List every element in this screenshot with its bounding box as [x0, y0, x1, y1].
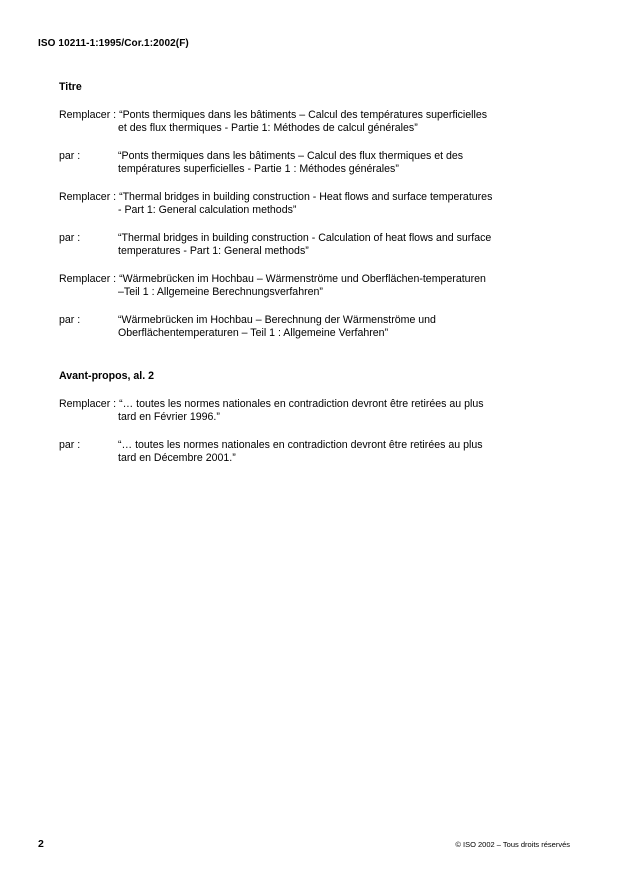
entry-line: tard en Février 1996.”: [118, 411, 220, 423]
entry-line: “Wärmebrücken im Hochbau – Berechnung der Wärmenströme und: [118, 314, 436, 326]
page-number: 2: [38, 838, 44, 850]
section-title: Titre: [59, 81, 82, 93]
entry-label: Remplacer :: [59, 109, 117, 121]
entry-line: Oberflächentemperaturen – Teil 1 : Allgemeine Verfahren”: [118, 327, 389, 339]
entry-line: –Teil 1 : Allgemeine Berechnungsverfahren”: [118, 286, 323, 298]
entry-line: “Thermal bridges in building construction - Heat flows and surface temperatures: [119, 191, 493, 203]
entry-label: par :: [59, 150, 81, 162]
document-identifier: ISO 10211-1:1995/Cor.1:2002(F): [38, 38, 189, 49]
entry-label: par :: [59, 439, 81, 451]
entry-line: “Ponts thermiques dans les bâtiments – Calcul des températures superficielles: [119, 109, 488, 121]
entry-line: - Part 1: General calculation methods”: [118, 204, 297, 216]
entry-label: par :: [59, 232, 81, 244]
replace-entry: [59, 109, 579, 135]
entry-line: “… toutes les normes nationales en contradiction devront être retirées au plus: [118, 439, 483, 451]
by-entry: [59, 232, 579, 258]
by-entry: [59, 150, 579, 176]
entry-line: temperatures - Part 1: General methods”: [118, 245, 309, 257]
replace-entry: [59, 273, 579, 299]
replace-entry: [59, 398, 579, 424]
entry-line: “Thermal bridges in building construction - Calculation of heat flows and surface: [118, 232, 492, 244]
entry-line: “… toutes les normes nationales en contradiction devront être retirées au plus: [119, 398, 484, 410]
entry-line: “Wärmebrücken im Hochbau – Wärmenströme und Oberflächen-temperaturen: [119, 273, 486, 285]
entry-label: Remplacer :: [59, 273, 117, 285]
entry-line: “Ponts thermiques dans les bâtiments – Calcul des flux thermiques et des: [118, 150, 464, 162]
entry-label: par :: [59, 314, 81, 326]
replace-entry: [59, 191, 579, 217]
entry-label: Remplacer :: [59, 191, 117, 203]
by-entry: [59, 314, 579, 340]
section-titre: [59, 81, 579, 340]
section-title: Avant-propos, al. 2: [59, 370, 154, 382]
by-entry: [59, 439, 579, 465]
entry-line: tard en Décembre 2001.”: [118, 452, 236, 464]
entry-label: Remplacer :: [59, 398, 117, 410]
document-body: [59, 81, 579, 480]
copyright-notice: © ISO 2002 – Tous droits réservés: [455, 840, 570, 849]
entry-line: températures superficielles - Partie 1 : Méthodes générales”: [118, 163, 399, 175]
section-avant-propos: [59, 370, 579, 465]
entry-line: et des flux thermiques - Partie 1: Méthodes de calcul générales”: [118, 122, 418, 134]
